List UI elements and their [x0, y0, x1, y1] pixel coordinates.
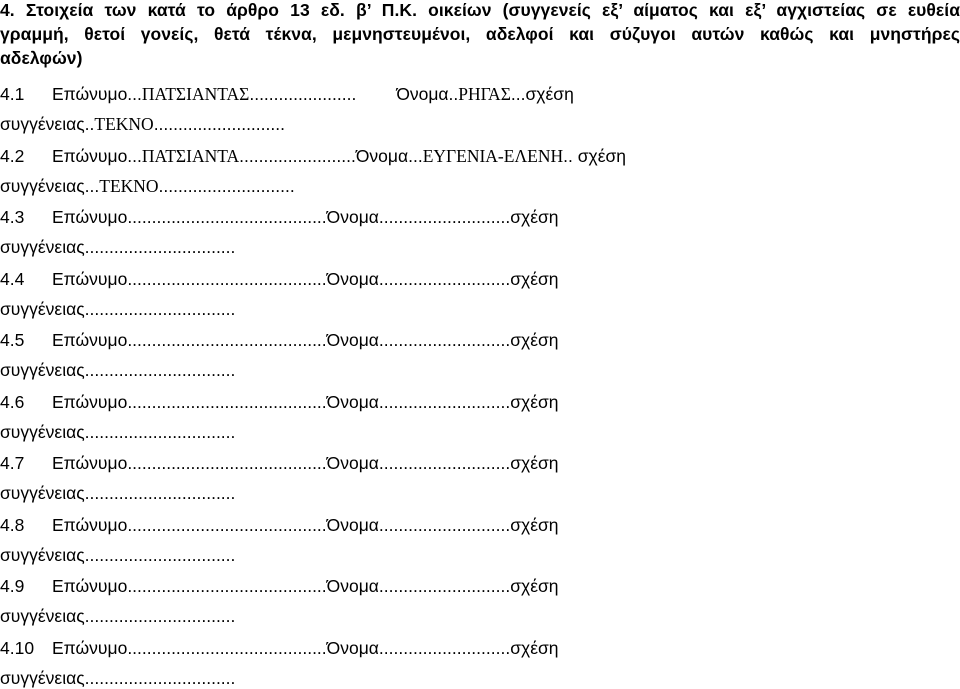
continuation-dots: ............................... — [84, 668, 236, 688]
relation-value: ΤΕΚΝΟ — [94, 114, 154, 134]
surname-dots: ......................................... — [127, 453, 327, 473]
entry-fields — [52, 207, 559, 228]
relation-continuation — [0, 606, 235, 627]
name-label: Όνομα.. — [396, 84, 459, 104]
name-label: Όνομα — [326, 515, 379, 535]
surname-label: Επώνυμο — [52, 453, 128, 473]
entry-fields — [52, 330, 559, 351]
relation-continuation — [0, 299, 235, 320]
surname-dots: ......................................... — [127, 576, 327, 596]
surname-dots: ......................................... — [127, 515, 327, 535]
entry-fields — [52, 84, 574, 105]
surname-dots: ......................................... — [127, 330, 327, 350]
entry-row — [0, 453, 960, 481]
relation-value: ΤΕΚΝΟ — [99, 176, 159, 196]
name-dots: ........................... — [378, 207, 511, 227]
entry-number: 4.5 — [0, 330, 25, 350]
entry-number: 4.7 — [0, 453, 25, 473]
surname-label: Επώνυμο — [52, 576, 128, 596]
continuation-dots: ............................... — [84, 606, 236, 626]
entry-row — [0, 146, 960, 174]
heading-line-2: γραμμή, θετοί γονείς, θετά τέκνα, μεμνηστευμένοι, αδελφοί και σύζυγοι αυτών καθώς και μνηστήρες — [0, 24, 960, 44]
continuation-dots: ............................... — [84, 422, 236, 442]
relation-label: σχέση — [510, 330, 559, 350]
heading-line-1: 4. Στοιχεία των κατά το άρθρο 13 εδ. β’ Π.Κ. οικείων (συγγενείς εξ’ αίματος και εξ’ αγχιστείας σε ευθεία — [0, 0, 960, 20]
relation-label: σχέση — [510, 638, 559, 658]
entry-number: 4.6 — [0, 392, 25, 412]
continuation-dots: ............................... — [84, 237, 236, 257]
relation-continuation — [0, 176, 295, 197]
name-dots: ........................... — [378, 269, 511, 289]
name-label: Όνομα... — [355, 146, 423, 166]
continuation-dots: ............................... — [84, 545, 236, 565]
entry-row — [0, 638, 960, 666]
entry-number: 4.8 — [0, 515, 25, 535]
continuation-label: συγγένειας — [0, 237, 85, 257]
surname-label: Επώνυμο — [52, 392, 128, 412]
entry-row — [0, 330, 960, 358]
continuation-dots: ........................... — [153, 114, 285, 134]
name-dots: ........................... — [378, 392, 511, 412]
entry-row — [0, 269, 960, 297]
surname-label: Επώνυμο — [52, 638, 128, 658]
relation-label: σχέση — [510, 453, 559, 473]
entry-number: 4.2 — [0, 146, 25, 166]
relation-continuation — [0, 422, 235, 443]
entry-fields — [52, 146, 626, 167]
continuation-label: συγγένειας.. — [0, 114, 95, 134]
name-label: Όνομα — [326, 576, 379, 596]
continuation-dots: ............................... — [84, 483, 236, 503]
surname-label: Επώνυμο — [52, 330, 128, 350]
continuation-label: συγγένειας — [0, 299, 85, 319]
surname-value: ΠΑΤΣΙΑΝΤΑ — [141, 146, 240, 166]
entry-fields — [52, 453, 559, 474]
continuation-label: συγγένειας... — [0, 176, 100, 196]
entry-number: 4.4 — [0, 269, 25, 289]
continuation-label: συγγένειας — [0, 545, 85, 565]
surname-dots: ......................................... — [127, 207, 327, 227]
relation-label: σχέση — [510, 392, 559, 412]
name-label: Όνομα — [326, 392, 379, 412]
surname-dots: ......................................... — [127, 638, 327, 658]
entry-row — [0, 515, 960, 543]
name-label: Όνομα — [326, 269, 379, 289]
relation-label: σχέση — [525, 84, 574, 104]
name-dots: ... — [510, 84, 526, 104]
section-heading — [0, 0, 960, 70]
entry-fields — [52, 269, 559, 290]
entry-number: 4.1 — [0, 84, 25, 104]
surname-label: Επώνυμο... — [52, 84, 142, 104]
relation-continuation — [0, 545, 235, 566]
entry-number: 4.3 — [0, 207, 25, 227]
entry-row — [0, 576, 960, 604]
relation-label: σχέση — [510, 576, 559, 596]
surname-label: Επώνυμο — [52, 207, 128, 227]
name-dots: ........................... — [378, 515, 511, 535]
surname-value: ΠΑΤΣΙΑΝΤΑΣ — [141, 84, 250, 104]
name-dots: ........................... — [378, 330, 511, 350]
surname-dots: ...................... — [249, 84, 357, 104]
relation-continuation — [0, 483, 235, 504]
continuation-dots: ............................... — [84, 299, 236, 319]
continuation-label: συγγένειας — [0, 483, 85, 503]
relation-continuation — [0, 668, 235, 689]
name-label: Όνομα — [326, 207, 379, 227]
continuation-label: συγγένειας — [0, 360, 85, 380]
name-label: Όνομα — [326, 453, 379, 473]
name-dots: ........................... — [378, 576, 511, 596]
continuation-label: συγγένειας — [0, 668, 85, 688]
continuation-label: συγγένειας — [0, 606, 85, 626]
relation-continuation — [0, 237, 235, 258]
surname-dots: ......................................... — [127, 269, 327, 289]
surname-dots: ........................ — [239, 146, 356, 166]
relation-label: σχέση — [510, 207, 559, 227]
name-dots: ........................... — [378, 638, 511, 658]
relation-label: σχέση — [510, 269, 559, 289]
entry-fields — [52, 576, 559, 597]
entry-row — [0, 207, 960, 235]
entry-row — [0, 392, 960, 420]
name-dots: ........................... — [378, 453, 511, 473]
entry-fields — [52, 392, 559, 413]
entry-number: 4.10 — [0, 638, 35, 658]
relation-continuation — [0, 360, 235, 381]
name-label: Όνομα — [326, 638, 379, 658]
surname-label: Επώνυμο — [52, 269, 128, 289]
name-dots: .. — [563, 146, 573, 166]
name-value: ΡΗΓΑΣ — [458, 84, 511, 104]
surname-dots: ......................................... — [127, 392, 327, 412]
entry-fields — [52, 638, 559, 659]
continuation-dots: ............................ — [158, 176, 295, 196]
heading-line-3: αδελφών) — [0, 48, 83, 68]
continuation-label: συγγένειας — [0, 422, 85, 442]
continuation-dots: ............................... — [84, 360, 236, 380]
relation-label: σχέση — [510, 515, 559, 535]
entry-fields — [52, 515, 559, 536]
relation-continuation — [0, 114, 285, 135]
entry-row — [0, 84, 960, 112]
relation-label: σχέση — [577, 146, 627, 166]
name-label: Όνομα — [326, 330, 379, 350]
surname-label: Επώνυμο... — [52, 146, 142, 166]
surname-label: Επώνυμο — [52, 515, 128, 535]
name-value: ΕΥΓΕΝΙΑ-ΕΛΕΝΗ — [422, 146, 564, 166]
entry-number: 4.9 — [0, 576, 25, 596]
